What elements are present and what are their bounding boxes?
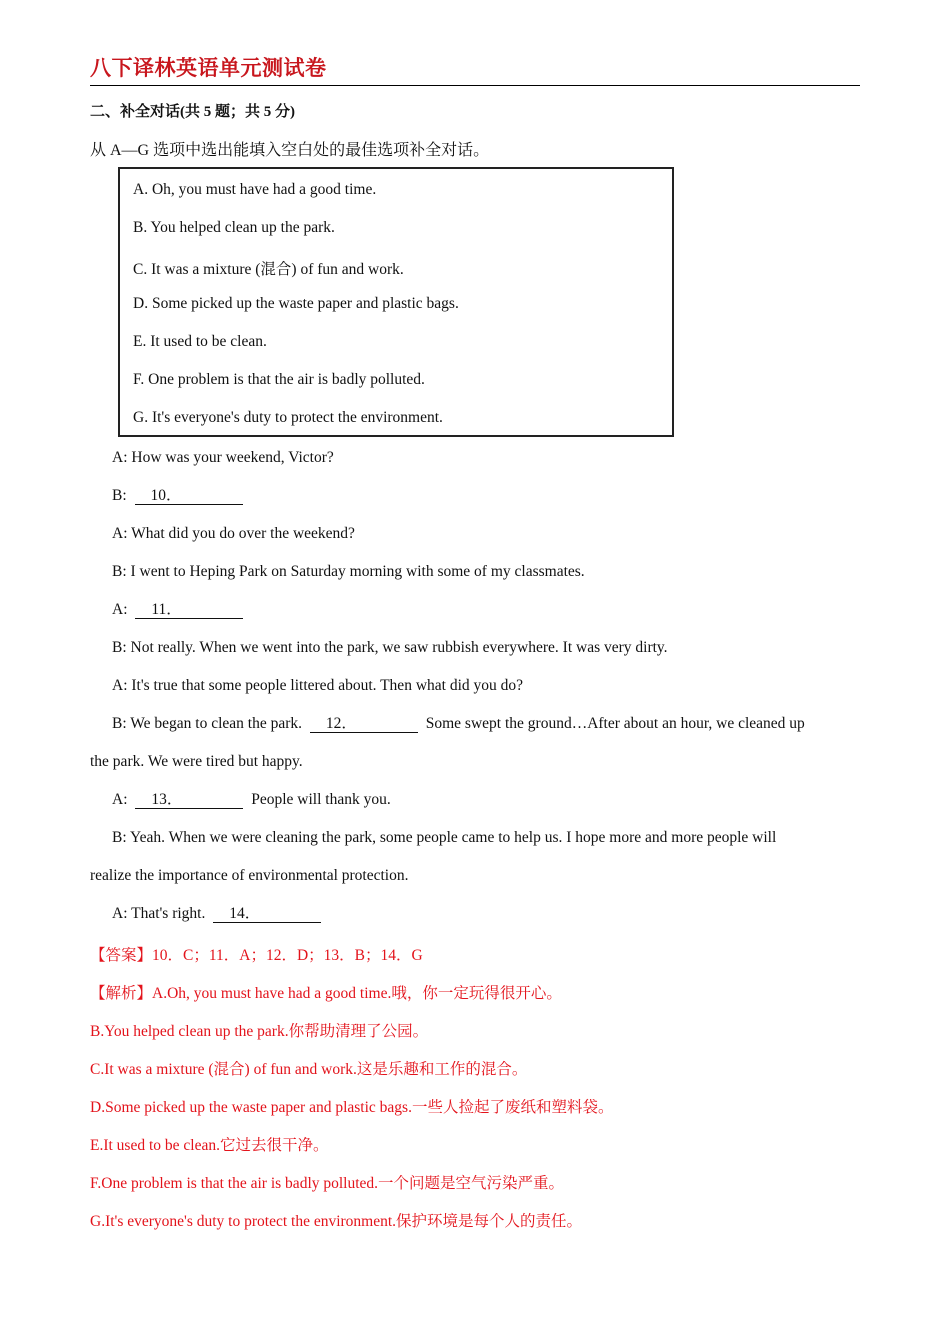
options-box	[118, 167, 674, 437]
analysis-line: G.It's everyone's duty to protect the environment.保护环境是每个人的责任。	[90, 1213, 583, 1230]
analysis-line: E.It used to be clean.它过去很干净。	[90, 1137, 329, 1154]
dialogue-text: A: That's right.	[112, 905, 206, 922]
dialogue-line: the park. We were tired but happy.	[90, 753, 303, 770]
dialogue-line: realize the importance of environmental protection.	[90, 867, 409, 884]
dialogue-text: People will thank you.	[251, 791, 391, 808]
analysis-line: B.You helped clean up the park.你帮助清理了公园。	[90, 1023, 429, 1040]
dialogue-line	[112, 791, 391, 809]
section-instruction: 从 A—G 选项中选出能填入空白处的最佳选项补全对话。	[90, 142, 490, 159]
blank-12: 12．	[310, 715, 418, 733]
answer-line: 【答案】10．C；11．A；12．D；13．B；14．G	[90, 947, 423, 964]
option-a: A. Oh, you must have had a good time.	[133, 181, 377, 198]
dialogue-line: A: It's true that some people littered about. Then what did you do?	[112, 677, 524, 694]
dialogue-line	[112, 601, 247, 619]
option-c: C. It was a mixture (混合) of fun and work.	[133, 261, 404, 278]
title-divider	[90, 85, 860, 86]
dialogue-line	[112, 487, 247, 505]
analysis-line: F.One problem is that the air is badly polluted.一个问题是空气污染严重。	[90, 1175, 565, 1192]
dialogue-line: A: What did you do over the weekend?	[112, 525, 355, 542]
analysis-line: C.It was a mixture (混合) of fun and work.这是乐趣和工作的混合。	[90, 1061, 528, 1078]
option-e: E. It used to be clean.	[133, 333, 267, 350]
option-g: G. It's everyone's duty to protect the environment.	[133, 409, 443, 426]
dialogue-speaker: A:	[112, 791, 128, 808]
dialogue-text: B: We began to clean the park.	[112, 715, 302, 732]
dialogue-line: A: How was your weekend, Victor?	[112, 449, 334, 466]
blank-10: 10．	[135, 487, 243, 505]
dialogue-speaker: A:	[112, 601, 128, 618]
dialogue-line: B: I went to Heping Park on Saturday morning with some of my classmates.	[112, 563, 585, 580]
blank-11: 11．	[135, 601, 243, 619]
dialogue-line	[112, 715, 805, 733]
dialogue-line: B: Not really. When we went into the park, we saw rubbish everywhere. It was very dirty.	[112, 639, 668, 656]
dialogue-line	[112, 905, 325, 923]
dialogue-line: B: Yeah. When we were cleaning the park, some people came to help us. I hope more and more people will	[112, 829, 777, 846]
page-title: 八下译林英语单元测试卷	[90, 56, 327, 80]
option-f: F. One problem is that the air is badly polluted.	[133, 371, 425, 388]
option-b: B. You helped clean up the park.	[133, 219, 335, 236]
dialogue-text: Some swept the ground…After about an hour, we cleaned up	[425, 715, 805, 732]
analysis-line: D.Some picked up the waste paper and plastic bags.一些人捡起了废纸和塑料袋。	[90, 1099, 614, 1116]
option-d: D. Some picked up the waste paper and plastic bags.	[133, 295, 459, 312]
dialogue-speaker: B:	[112, 487, 127, 504]
analysis-line: 【解析】A.Oh, you must have had a good time.哦，你一定玩得很开心。	[90, 985, 562, 1002]
section-heading: 二、补全对话(共 5 题；共 5 分)	[90, 104, 295, 120]
blank-13: 13．	[135, 791, 243, 809]
blank-14: 14．	[213, 905, 321, 923]
